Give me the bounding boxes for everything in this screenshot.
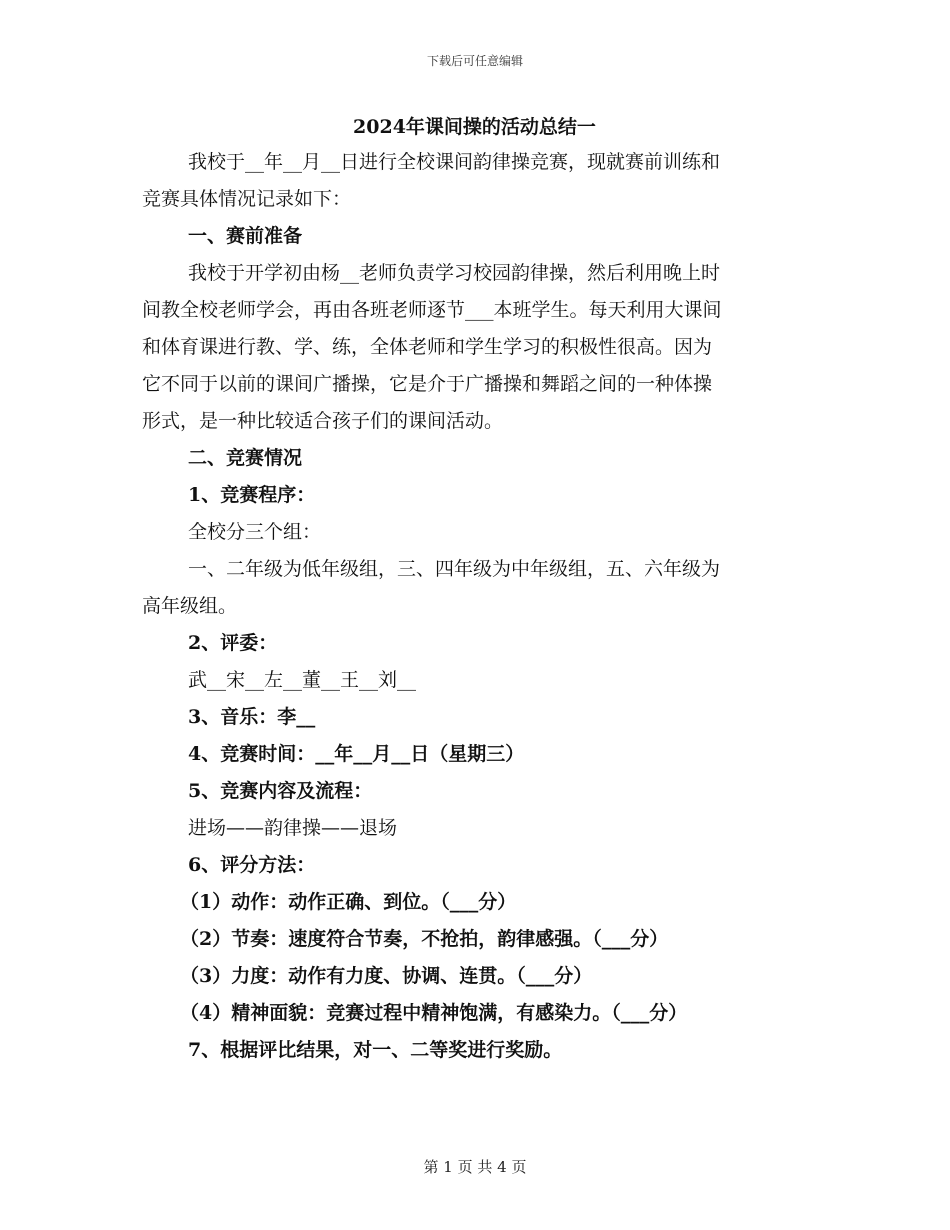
criterion-item: （4）精神面貌：竞赛过程中精神饱满，有感染力。（___分） xyxy=(180,1002,688,1024)
intro-line: 竞赛具体情况记录如下： xyxy=(142,188,352,210)
criterion-item: （3）力度：动作有力度、协调、连贯。（___分） xyxy=(180,965,593,987)
item1-heading: 1、竞赛程序： xyxy=(188,484,316,506)
item4-time: 4、竞赛时间：__年__月__日（星期三） xyxy=(188,743,525,765)
item7-award: 7、根据评比结果，对一、二等奖进行奖励。 xyxy=(188,1039,563,1061)
page-footer: 第 1 页 共 4 页 xyxy=(423,1158,527,1176)
item5-heading: 5、竞赛内容及流程： xyxy=(188,780,373,802)
item1-groups xyxy=(142,551,807,625)
section1-paragraph xyxy=(142,255,807,440)
judges-list: 武__宋__左__董__王__刘__ xyxy=(188,669,417,691)
intro-paragraph xyxy=(142,144,807,218)
item5-flow: 进场——韵律操——退场 xyxy=(188,817,398,839)
section1-heading: 一、赛前准备 xyxy=(188,225,303,247)
item1-line: 全校分三个组： xyxy=(188,521,322,543)
criterion-item: （1）动作：动作正确、到位。（___分） xyxy=(180,891,517,913)
section1-line: 和体育课进行教、学、练，全体老师和学生学习的积极性很高。因为 xyxy=(142,336,713,358)
item6-heading: 6、评分方法： xyxy=(188,854,316,876)
document-title: 2024年课间操的活动总结一 xyxy=(353,116,596,138)
page-header: 下载后可任意编辑 xyxy=(426,54,523,68)
section2-heading: 二、竞赛情况 xyxy=(188,447,303,469)
criterion-item: （2）节奏：速度符合节奏，不抢拍，韵律感强。（___分） xyxy=(180,928,669,950)
item1-groups-line: 一、二年级为低年级组，三、四年级为中年级组，五、六年级为 xyxy=(188,558,721,580)
document-body xyxy=(142,112,807,1069)
item3-music: 3、音乐：李__ xyxy=(188,706,316,728)
item2-heading: 2、评委： xyxy=(188,632,278,654)
section1-line: 它不同于以前的课间广播操，它是介于广播操和舞蹈之间的一种体操 xyxy=(142,373,713,395)
section1-line: 形式，是一种比较适合孩子们的课间活动。 xyxy=(142,410,504,432)
item1-groups-line: 高年级组。 xyxy=(142,595,238,617)
intro-line: 我校于__年__月__日进行全校课间韵律操竞赛，现就赛前训练和 xyxy=(188,151,721,173)
section1-line: 我校于开学初由杨__老师负责学习校园韵律操，然后利用晚上时 xyxy=(188,262,721,284)
section1-line: 间教全校老师学会，再由各班老师逐节___本班学生。每天利用大课间 xyxy=(142,299,722,321)
